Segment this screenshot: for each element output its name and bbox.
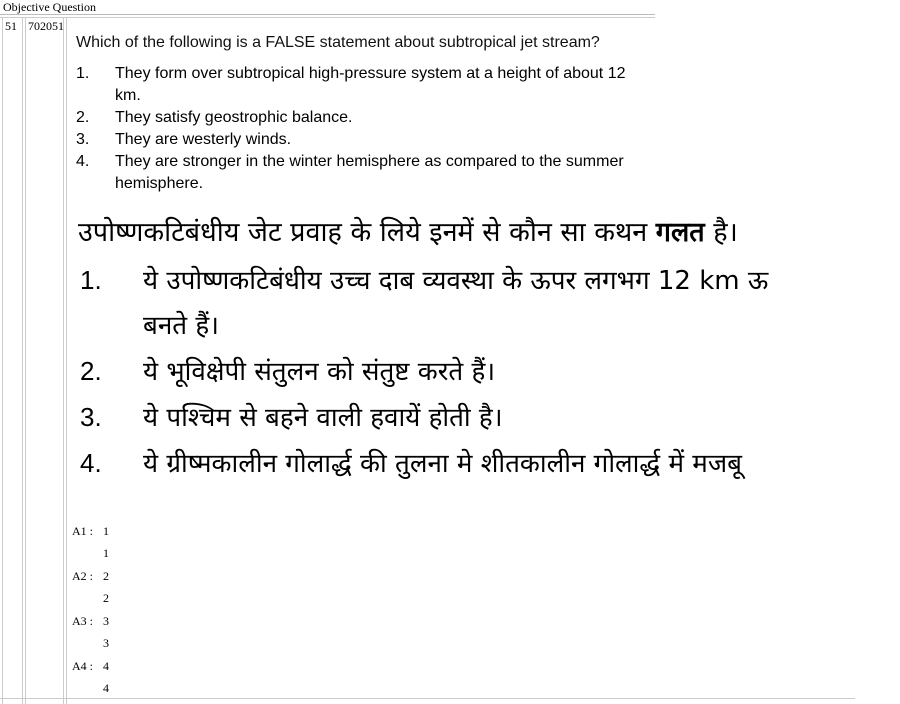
hindi-option <box>80 352 495 388</box>
option-text: ये उपोष्णकटिबंधीय उच्च दाब व्यवस्था के ऊपर लगभग 12 km ऊ <box>143 266 769 296</box>
hindi-option-continuation: बनते हैं। <box>143 311 220 341</box>
option-text: They satisfy geostrophic balance. <box>115 109 353 126</box>
answer-sub: 3 <box>103 636 109 650</box>
option-number: 3. <box>80 402 102 432</box>
divider <box>0 698 855 699</box>
hindi-question <box>78 212 738 249</box>
option-text: They form over subtropical high-pressure system at a height of about 12 km. <box>115 65 626 104</box>
hindi-option <box>80 261 768 297</box>
answer-label: A3 : <box>72 614 93 628</box>
option-text: They are westerly winds. <box>115 131 292 148</box>
answer-row <box>72 659 109 674</box>
option-number: 1. <box>80 265 102 295</box>
answer-sub: 1 <box>103 546 109 560</box>
option-number: 2. <box>80 356 102 386</box>
answer-value: 3 <box>103 614 109 628</box>
option-text: They are stronger in the winter hemisphere as compared to the summer hemisphere. <box>115 153 624 192</box>
option-number: 1. <box>76 65 90 82</box>
answer-row <box>72 524 109 539</box>
answer-row <box>72 569 109 584</box>
option-number: 2. <box>76 109 90 126</box>
english-question: Which of the following is a FALSE statement about subtropical jet stream? <box>76 34 600 51</box>
answer-sub: 2 <box>103 591 109 605</box>
section-title: Objective Question <box>3 0 96 14</box>
answer-label: A1 : <box>72 524 93 538</box>
option-text: ये ग्रीष्मकालीन गोलार्द्ध की तुलना मे शीतकालीन गोलार्द्ध में मजबू <box>143 449 742 479</box>
answer-row <box>72 614 109 629</box>
option-number: 4. <box>80 448 102 478</box>
option-number: 3. <box>76 131 90 148</box>
hindi-option <box>80 444 742 480</box>
hindi-question-bold: गलत <box>655 217 705 248</box>
question-number: 51 <box>5 19 17 33</box>
answer-value: 2 <box>103 569 109 583</box>
answer-sub: 4 <box>103 681 109 695</box>
option-number: 4. <box>76 153 90 170</box>
answer-value: 1 <box>103 524 109 538</box>
answer-value: 4 <box>103 659 109 673</box>
question-id: 702051 <box>28 19 64 33</box>
hindi-question-post: है। <box>704 217 738 248</box>
option-text: ये पश्चिम से बहने वाली हवायें होती है। <box>143 403 503 433</box>
answer-label: A2 : <box>72 569 93 583</box>
hindi-option <box>80 398 503 434</box>
answer-label: A4 : <box>72 659 93 673</box>
option-text: ये भूविक्षेपी संतुलन को संतुष्ट करते हैं। <box>143 357 496 387</box>
hindi-question-pre: उपोष्णकटिबंधीय जेट प्रवाह के लिये इनमें से कौन सा कथन <box>78 217 656 248</box>
